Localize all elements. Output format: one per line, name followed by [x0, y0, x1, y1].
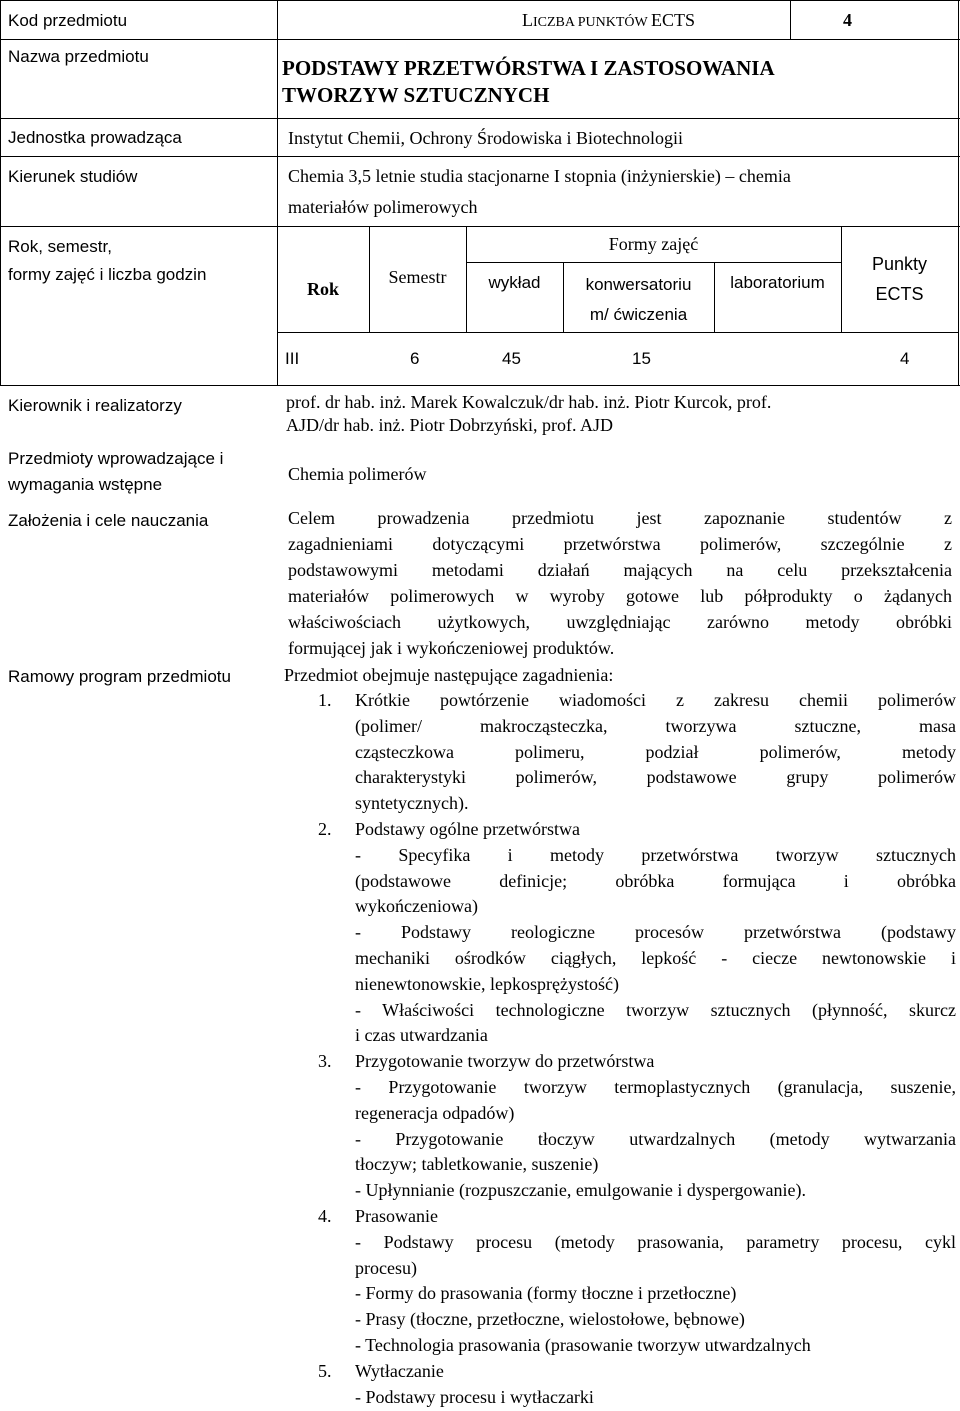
col-rok: Rok: [306, 279, 339, 299]
course-title: PODSTAWY PRZETWÓRSTWA I ZASTOSOWANIA TWORZYW SZTUCZNYCH: [282, 56, 775, 107]
jednostka-label: Jednostka prowadząca: [8, 128, 182, 147]
ects-value: 4: [843, 10, 852, 30]
row-wyklad: 45: [502, 349, 521, 368]
przedmioty-label: Przedmioty wprowadzające i wymagania wstępne: [8, 449, 224, 494]
col-konwersatorium: konwersatoriu m/ ćwiczenia: [585, 275, 692, 324]
jednostka-value: Instytut Chemii, Ochrony Środowiska i Biotechnologii: [288, 128, 683, 148]
przedmioty-value: Chemia polimerów: [288, 464, 427, 484]
col-wyklad: wykład: [488, 273, 541, 292]
zalozenia-text: Celem prowadzenia przedmiotu jest zapoznanie studentów z zagadnieniami dotyczącymi przetwórstwa polimerów, szczególnie z podstawowymi metodami działań mających na celu przekształcenia materiałów polimerowych w wyroby gotowe lub półprodukty o żądanych właściwościach użytkowych, uwzględniając zarówno metody obróbki formującej jak i wykończeniowej produktów.: [288, 508, 952, 658]
nazwa-label: Nazwa przedmiotu: [8, 47, 149, 66]
list-item: 2. Podstawy ogólne przetwórstwa - Specyfika i metody przetwórstwa tworzyw sztucznych (podstawowe definicje; obróbka formująca i obróbka wykończeniowa) - Podstawy reologiczne procesów przetwórstwa (podstawy mechaniki ośrodków ciągłych, lepkość - ciecze newtonowskie i nienewtonowskie, lepkosprężystość) - Właściwości technologiczne tworzyw sztucznych (płynność, skurcz i czas utwardzania: [318, 818, 956, 1046]
list-item: 4. Prasowanie - Podstawy procesu (metody prasowania, parametry procesu, cykl procesu) - Formy do prasowania (formy tłoczne i przetłoczne) - Prasy (tłoczne, przetłoczne, wielostołowe, bębnowe) - Technologia prasowania (prasowanie tworzyw utwardzalnych: [318, 1205, 956, 1355]
ects-label: LICZBA PUNKTÓW ECTS: [522, 10, 695, 30]
row-semestr: 6: [410, 349, 420, 368]
list-item: 1. Krótkie powtórzenie wiadomości z zakresu chemii polimerów (polimer/ makrocząsteczka, tworzywa sztuczne, masa cząsteczkowa polimeru, podział polimerów, metody charakterystyki polimerów, podstawowe grupy polimerów syntetycznych).: [318, 690, 956, 814]
row-ects: 4: [900, 349, 910, 368]
list-item: 3. Przygotowanie tworzyw do przetwórstwa - Przygotowanie tworzyw termoplastycznych (granulacja, suszenie, regeneracja odpadów) - Przygotowanie tłoczyw utwardzalnych (metody wytwarzania tłoczyw; tabletkowanie, suszenie) - Upłynnianie (rozpuszczanie, emulgowanie i dyspergowanie).: [318, 1051, 956, 1201]
list-item: 5. Wytłaczanie - Podstawy procesu i wytłaczarki: [318, 1360, 594, 1407]
program-intro: Przedmiot obejmuje następujące zagadnienia:: [284, 665, 614, 685]
col-punkty-ects: Punkty ECTS: [871, 254, 928, 304]
program-list: [318, 688, 958, 1410]
col-semestr: Semestr: [388, 267, 447, 287]
kierunek-value: Chemia 3,5 letnie studia stacjonarne I stopnia (inżynierskie) – chemia materiałów polimerowych: [288, 166, 791, 217]
row-konwersatorium: 15: [632, 349, 651, 368]
kierownik-value: prof. dr hab. inż. Marek Kowalczuk/dr hab. inż. Piotr Kurcok, prof. AJD/dr hab. inż. Piotr Dobrzyński, prof. AJD: [286, 392, 772, 435]
formy-zajec-header: Formy zajęć: [608, 234, 699, 254]
col-laboratorium: laboratorium: [730, 273, 825, 292]
row-rok: III: [285, 349, 300, 368]
rok-semestr-label: Rok, semestr, formy zajęć i liczba godzin: [8, 237, 207, 284]
kierownik-label: Kierownik i realizatorzy: [8, 396, 182, 415]
kierunek-label: Kierunek studiów: [8, 167, 138, 186]
kod-przedmiotu-label: Kod przedmiotu: [8, 11, 128, 30]
zalozenia-label: Założenia i cele nauczania: [8, 511, 209, 530]
program-label: Ramowy program przedmiotu: [8, 667, 231, 686]
